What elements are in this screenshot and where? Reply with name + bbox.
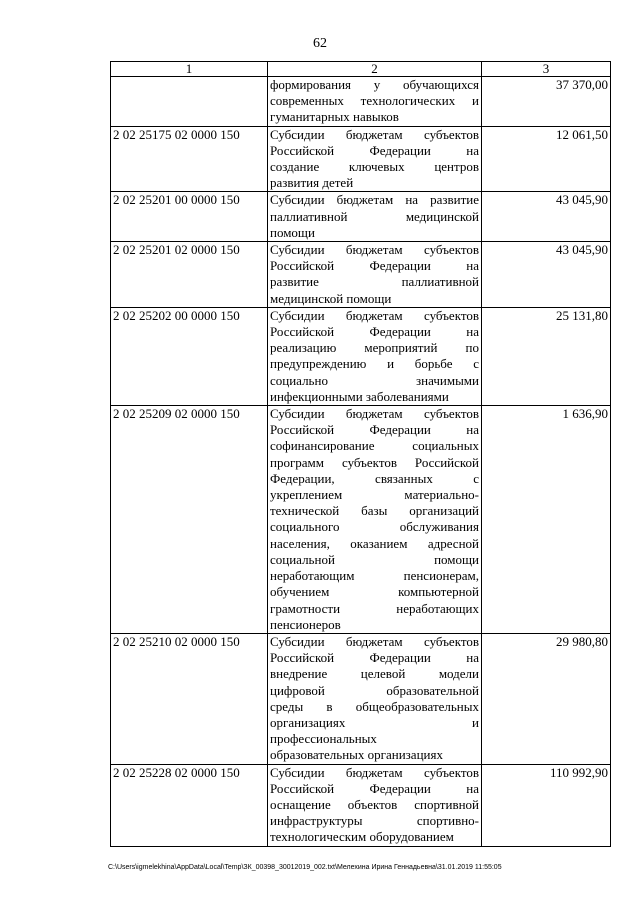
description-line: Российской Федерации на (270, 650, 479, 666)
description-line: Субсидии бюджетам субъектов (270, 242, 479, 258)
budget-code-cell: 2 02 25201 02 0000 150 (111, 242, 268, 308)
file-path-footer: C:\Users\igmelekhina\AppData\Local\Temp\ЗК_00398_30012019_002.txt\Мелехина Ирина Геннадьевна\31.01.2019 11:55:05 (108, 864, 502, 871)
amount-cell: 110 992,90 (482, 764, 611, 846)
description-line: современных технологических и (270, 93, 479, 109)
table-row (111, 406, 611, 634)
budget-code-cell: 2 02 25201 00 0000 150 (111, 192, 268, 242)
description-line: Российской Федерации на (270, 258, 479, 274)
description-line: инфекционными заболеваниями (270, 388, 449, 404)
description-line: Федерации, связанных с (270, 470, 479, 486)
amount-cell: 1 636,90 (482, 406, 611, 634)
amount-cell: 29 980,80 (482, 633, 611, 764)
description-cell (268, 126, 482, 192)
description-cell (268, 242, 482, 308)
description-cell (268, 77, 482, 127)
table-row (111, 192, 611, 242)
table-header-row (111, 62, 611, 77)
description-line: оснащение объектов спортивной (270, 796, 479, 812)
page-number: 62 (313, 36, 327, 51)
table-row (111, 77, 611, 127)
description-line: социально значимыми (270, 372, 479, 388)
description-line: грамотности неработающих (270, 600, 479, 616)
description-line: гуманитарных навыков (270, 109, 399, 125)
amount-cell: 37 370,00 (482, 77, 611, 127)
table-row (111, 633, 611, 764)
description-line: Российской Федерации на (270, 780, 479, 796)
description-line: Субсидии бюджетам субъектов (270, 307, 479, 323)
description-line: Субсидии бюджетам на развитие (270, 192, 479, 208)
description-cell (268, 406, 482, 634)
description-line: развитие паллиативной (270, 274, 479, 290)
amount-cell: 25 131,80 (482, 307, 611, 405)
description-line: технологическим оборудованием (270, 829, 454, 845)
description-line: создание ключевых центров (270, 159, 479, 175)
description-line: среды в общеобразовательных (270, 698, 479, 714)
description-line: социального обслуживания (270, 519, 479, 535)
description-line: неработающим пенсионерам, (270, 568, 479, 584)
amount-cell: 12 061,50 (482, 126, 611, 192)
description-line: помощи (270, 224, 315, 240)
description-line: Субсидии бюджетам субъектов (270, 764, 479, 780)
description-line: формирования у обучающихся (270, 77, 479, 92)
budget-code-cell: 2 02 25228 02 0000 150 (111, 764, 268, 846)
description-line: программ субъектов Российской (270, 454, 479, 470)
description-line: софинансирование социальных (270, 438, 479, 454)
description-line: обучением компьютерной (270, 584, 479, 600)
description-line: технической базы организаций (270, 503, 479, 519)
description-line: образовательных организациях (270, 747, 443, 763)
description-line: инфраструктуры спортивно- (270, 813, 479, 829)
column-header: 1 (111, 62, 268, 77)
description-line: медицинской помощи (270, 290, 392, 306)
description-line: Субсидии бюджетам субъектов (270, 126, 479, 142)
description-line: паллиативной медицинской (270, 208, 479, 224)
table-row (111, 126, 611, 192)
table-row (111, 307, 611, 405)
description-line: Российской Федерации на (270, 422, 479, 438)
description-line: укреплением материально- (270, 487, 479, 503)
description-line: развития детей (270, 175, 354, 191)
table-row (111, 764, 611, 846)
description-cell (268, 192, 482, 242)
budget-code-cell: 2 02 25209 02 0000 150 (111, 406, 268, 634)
budget-code-cell: 2 02 25175 02 0000 150 (111, 126, 268, 192)
budget-table (110, 61, 611, 847)
description-line: социальной помощи (270, 551, 479, 567)
description-line: предупреждению и борьбе с (270, 356, 479, 372)
description-line: реализацию мероприятий по (270, 340, 479, 356)
description-cell (268, 307, 482, 405)
description-line: пенсионеров (270, 616, 341, 632)
column-header: 3 (482, 62, 611, 77)
description-line: населения, оказанием адресной (270, 535, 479, 551)
budget-code-cell: 2 02 25202 00 0000 150 (111, 307, 268, 405)
description-line: Российской Федерации на (270, 324, 479, 340)
description-line: Субсидии бюджетам субъектов (270, 406, 479, 422)
description-line: профессиональных (270, 731, 377, 747)
description-line: организациях и (270, 714, 479, 730)
description-line: внедрение целевой модели (270, 666, 479, 682)
description-cell (268, 633, 482, 764)
column-header: 2 (268, 62, 482, 77)
description-line: Субсидии бюджетам субъектов (270, 633, 479, 649)
description-line: Российской Федерации на (270, 142, 479, 158)
description-line: цифровой образовательной (270, 682, 479, 698)
budget-code-cell: 2 02 25210 02 0000 150 (111, 633, 268, 764)
budget-code-cell (111, 77, 268, 127)
table-row (111, 242, 611, 308)
amount-cell: 43 045,90 (482, 242, 611, 308)
amount-cell: 43 045,90 (482, 192, 611, 242)
description-cell (268, 764, 482, 846)
